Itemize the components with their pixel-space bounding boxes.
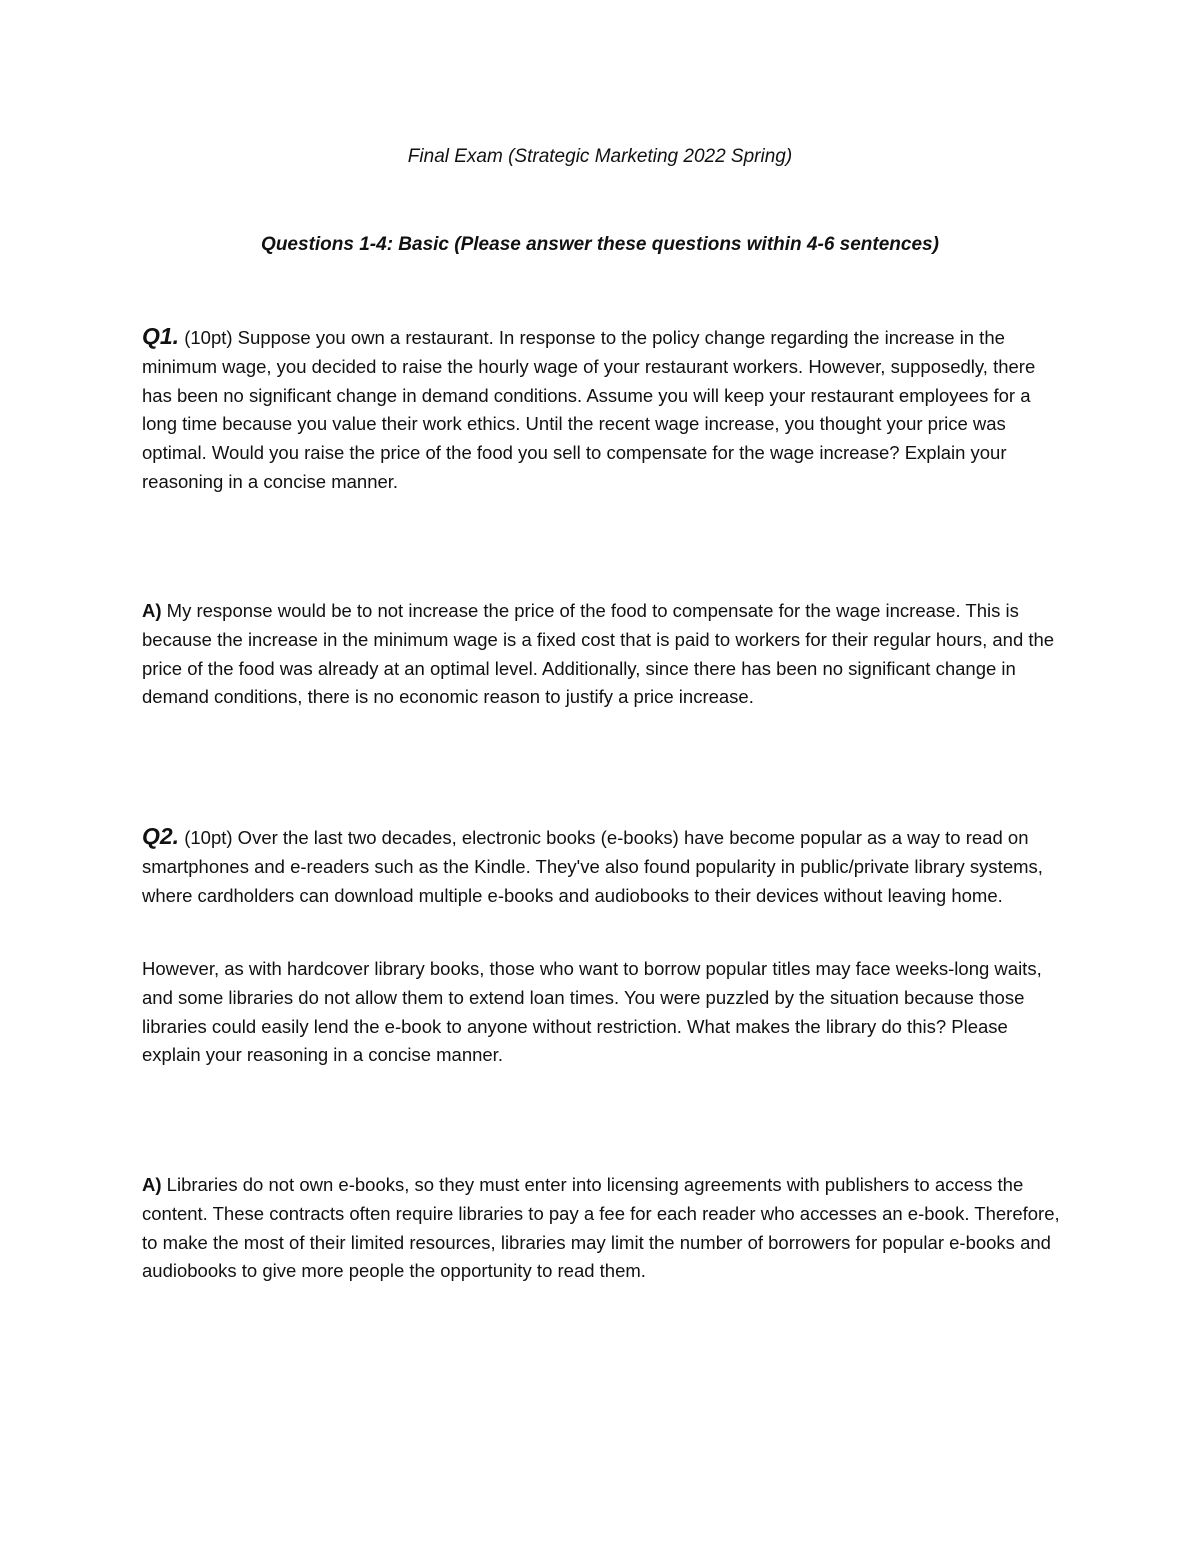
- question-2-paragraph-2: [142, 955, 1062, 1070]
- answer-1-text: My response would be to not increase the price of the food to compensate for the wage increase. This is because the increase in the minimum wage is a fixed cost that is paid to workers for their regular hours, and the price of the food was already at an optimal level. Additionally, since there has been no significant change in demand conditions, there is no economic reason to justify a price increase.: [142, 600, 1055, 708]
- section-heading: Questions 1-4: Basic (Please answer these questions within 4-6 sentences): [261, 234, 939, 255]
- question-1-label: Q1.: [142, 323, 180, 349]
- answer-1: [142, 597, 1062, 712]
- answer-1-label: A): [142, 600, 162, 621]
- exam-title: Final Exam (Strategic Marketing 2022 Spring): [407, 146, 793, 167]
- question-2-text: (10pt) Over the last two decades, electronic books (e-books) have become popular as a way to read on smartphones and e-readers such as the Kindle. They've also found popularity in public/private library systems, where cardholders can download multiple e-books and audiobooks to their devices without leaving home.: [142, 827, 1043, 906]
- question-2-text-2: However, as with hardcover library books, those who want to borrow popular titles may face weeks-long waits, and some libraries do not allow them to extend loan times. You were puzzled by the situation because those libraries could easily lend the e-book to anyone without restriction. What makes the library do this? Please explain your reasoning in a concise manner.: [142, 958, 1042, 1066]
- answer-2-label: A): [142, 1174, 162, 1195]
- question-2: [142, 822, 1062, 910]
- question-2-label: Q2.: [142, 823, 180, 849]
- answer-2-text: Libraries do not own e-books, so they must enter into licensing agreements with publishers to access the content. These contracts often require libraries to pay a fee for each reader who accesses an e-book. Therefore, to make the most of their limited resources, libraries may limit the number of borrowers for popular e-books and audiobooks to give more people the opportunity to read them.: [142, 1174, 1060, 1282]
- question-1-text: (10pt) Suppose you own a restaurant. In response to the policy change regarding the increase in the minimum wage, you decided to raise the hourly wage of your restaurant workers. However, supposedly, there has been no significant change in demand conditions. Assume you will keep your restaurant employees for a long time because you value their work ethics. Until the recent wage increase, you thought your price was optimal. Would you raise the price of the food you sell to compensate for the wage increase? Explain your reasoning in a concise manner.: [142, 327, 1036, 492]
- question-1: [142, 322, 1062, 497]
- answer-2: [142, 1171, 1062, 1286]
